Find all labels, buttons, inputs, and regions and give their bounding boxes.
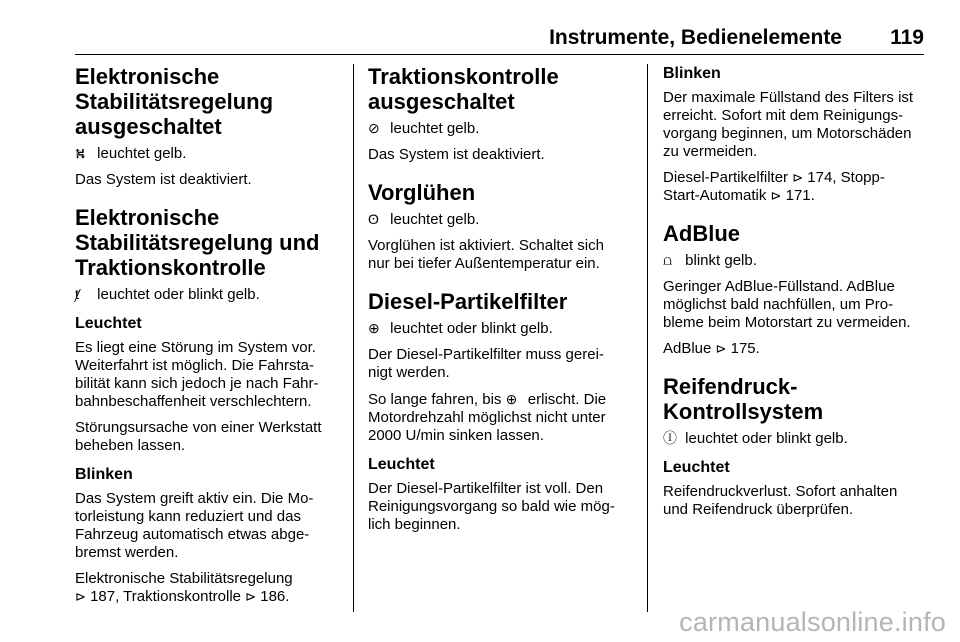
section-title-esc-off: Elektronische Stabilitätsregelung ausgeschaltet [75,64,274,139]
section-title-tc-off: Traktionskontrolle ausgeschaltet [368,64,559,114]
paragraph: Störungsursache von einer Werkstatt beheben lassen. [75,419,322,454]
column-divider [353,64,354,612]
subheading-lit: Leuchtet [663,459,730,476]
cross-reference: Elektronische Stabilitätsregelung ⊳ 187, Traktionskontrolle ⊳ 186. [75,570,293,605]
paragraph: Der maximale Füllstand des Filters ist erreicht. Sofort mit dem Reinigungs- vorgang beginnen, um Motorschäden zu vermeiden. [663,89,914,160]
section-title-tpms: Reifendruck-Kontrollsystem [663,374,824,424]
page-number: 119 [890,26,924,49]
dpf-icon: ⊕ [505,391,518,407]
status-text: ⊕ leuchtet oder blinkt gelb. [368,320,553,337]
section-title-dpf: Diesel-Partikelfilter [368,289,568,314]
status-text: ⛕ leuchtet gelb. [75,145,187,162]
arrow-ref-icon: ⊳ [75,589,86,604]
paragraph: Es liegt eine Störung im System vor. Weiterfahrt ist möglich. Die Fahrsta- bilität kann sich jedoch je nach Fahr- bahnbeschaffenheit verschlechtern. [75,339,319,410]
arrow-ref-icon: ⊳ [715,341,727,356]
arrow-ref-icon: ⊳ [792,170,804,185]
subheading-lit: Leuchtet [75,315,142,332]
description: Das System ist deaktiviert. [75,171,252,188]
header-title: Instrumente, Bedienelemente [549,26,842,49]
paragraph: Der Diesel-Partikelfilter ist voll. Den Reinigungsvorgang so bald wie mög- lich beginnen. [368,480,615,533]
arrow-ref-icon: ⊳ [245,589,257,604]
header-rule [75,54,924,55]
cross-reference: AdBlue ⊳ 175. [663,340,760,357]
section-title-preheat: Vorglühen [368,180,476,205]
dpf-icon: ⊕ [368,320,380,336]
subheading-flash: Blinken [75,466,133,483]
esc-off-icon: ⛕ [75,145,86,161]
esc-tc-icon: ⱦ [75,286,79,302]
watermark: carmanualsonline.info [679,607,946,637]
section-title-esc-tc: Elektronische Stabilitätsregelung und Traktionskontrolle [75,205,320,280]
arrow-ref-icon: ⊳ [770,188,782,203]
status-text: ⱦ leuchtet oder blinkt gelb. [75,286,260,303]
subheading-lit: Leuchtet [368,456,435,473]
description: Das System ist deaktiviert. [368,146,545,163]
column-divider [647,64,648,612]
section-title-adblue: AdBlue [663,221,740,246]
column-3 [663,64,931,527]
paragraph: Vorglühen ist aktiviert. Schaltet sich nur bei tiefer Außentemperatur ein. [368,237,604,272]
subheading-flash: Blinken [663,65,721,82]
status-text: Ⓘ leuchtet oder blinkt gelb. [663,430,848,447]
paragraph: Das System greift aktiv ein. Die Mo- torleistung kann reduziert und das Fahrzeug automatisch etwas abge- bremst werden. [75,490,314,561]
column-1 [75,64,345,614]
status-text: ⩍ blinkt gelb. [663,252,757,269]
paragraph: So lange fahren, bis ⊕ erlischt. Die Motordrehzahl möglichst nicht unter 2000 U/min sinken lassen. [368,391,607,444]
paragraph: Der Diesel-Partikelfilter muss gerei- nigt werden. [368,346,604,381]
adblue-icon: ⩍ [663,252,673,268]
paragraph: Reifendruckverlust. Sofort anhalten und Reifendruck überprüfen. [663,483,898,518]
paragraph: Geringer AdBlue-Füllstand. AdBlue möglichst bald nachfüllen, um Pro- bleme beim Motorstart zu vermeiden. [663,278,911,331]
tpms-icon: Ⓘ [663,430,677,446]
column-2 [368,64,638,542]
status-text: ʘ leuchtet gelb. [368,211,480,228]
tc-off-icon: ⊘ [368,120,380,136]
status-text: ⊘ leuchtet gelb. [368,120,480,137]
cross-reference: Diesel-Partikelfilter ⊳ 174, Stopp- Start-Automatik ⊳ 171. [663,169,885,204]
preheat-coil-icon: ʘ [368,211,379,227]
